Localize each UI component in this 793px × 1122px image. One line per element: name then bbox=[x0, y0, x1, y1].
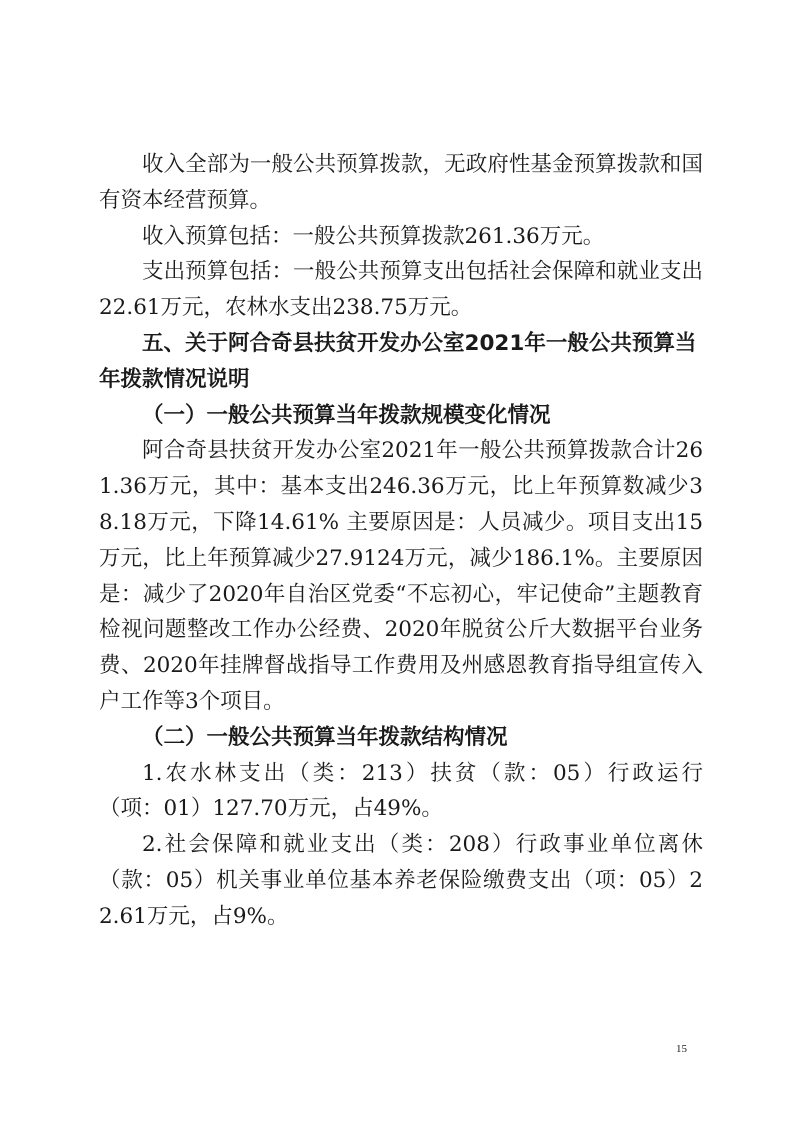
page-content bbox=[99, 147, 703, 935]
paragraph-income-composition: 收入全部为一般公共预算拨款，无政府性基金预算拨款和国有资本经营预算。 bbox=[99, 152, 703, 213]
paragraph-expenditure-budget: 支出预算包括：一般公共预算支出包括社会保障和就业支出22.61万元，农林水支出238.75万元。 bbox=[99, 259, 703, 321]
section-five-title: 五、关于阿合奇县扶贫开发办公室2021年一般公共预算当年拨款情况说明 bbox=[99, 330, 697, 392]
paragraph-income-budget: 收入预算包括：一般公共预算拨款261.36万元。 bbox=[142, 223, 605, 249]
subsection-two-title: （二）一般公共预算当年拨款结构情况 bbox=[142, 724, 508, 750]
structure-item: 1.农水林支出（类：213）扶贫（款：05）行政运行（项：01）127.70万元，占49%。 bbox=[99, 760, 703, 822]
subsection-one-title: （一）一般公共预算当年拨款规模变化情况 bbox=[142, 402, 551, 428]
structure-item: 2.社会保障和就业支出（类：208）行政事业单位离休（款：05）机关事业单位基本养老保险缴费支出（项：05）22.61万元，占9%。 bbox=[99, 832, 703, 929]
subsection-one-body: 阿合奇县扶贫开发办公室2021年一般公共预算拨款合计261.36万元，其中：基本支出246.36万元，比上年预算数减少38.18万元，下降14.61% 主要原因是：人员减少。项目支出15万元，比上年预算减少27.9124万元，减少186.1%。主要原因是：减少了2020年自治区党委“不忘初心，牢记使命”主题教育检视问题整改工作办公经费、2020年脱贫公斤大数据平台业务费、2020年挂牌督战指导工作费用及州感恩教育指导组宣传入户工作等3个项目。 bbox=[99, 438, 703, 714]
page-number: 15 bbox=[676, 1043, 687, 1055]
